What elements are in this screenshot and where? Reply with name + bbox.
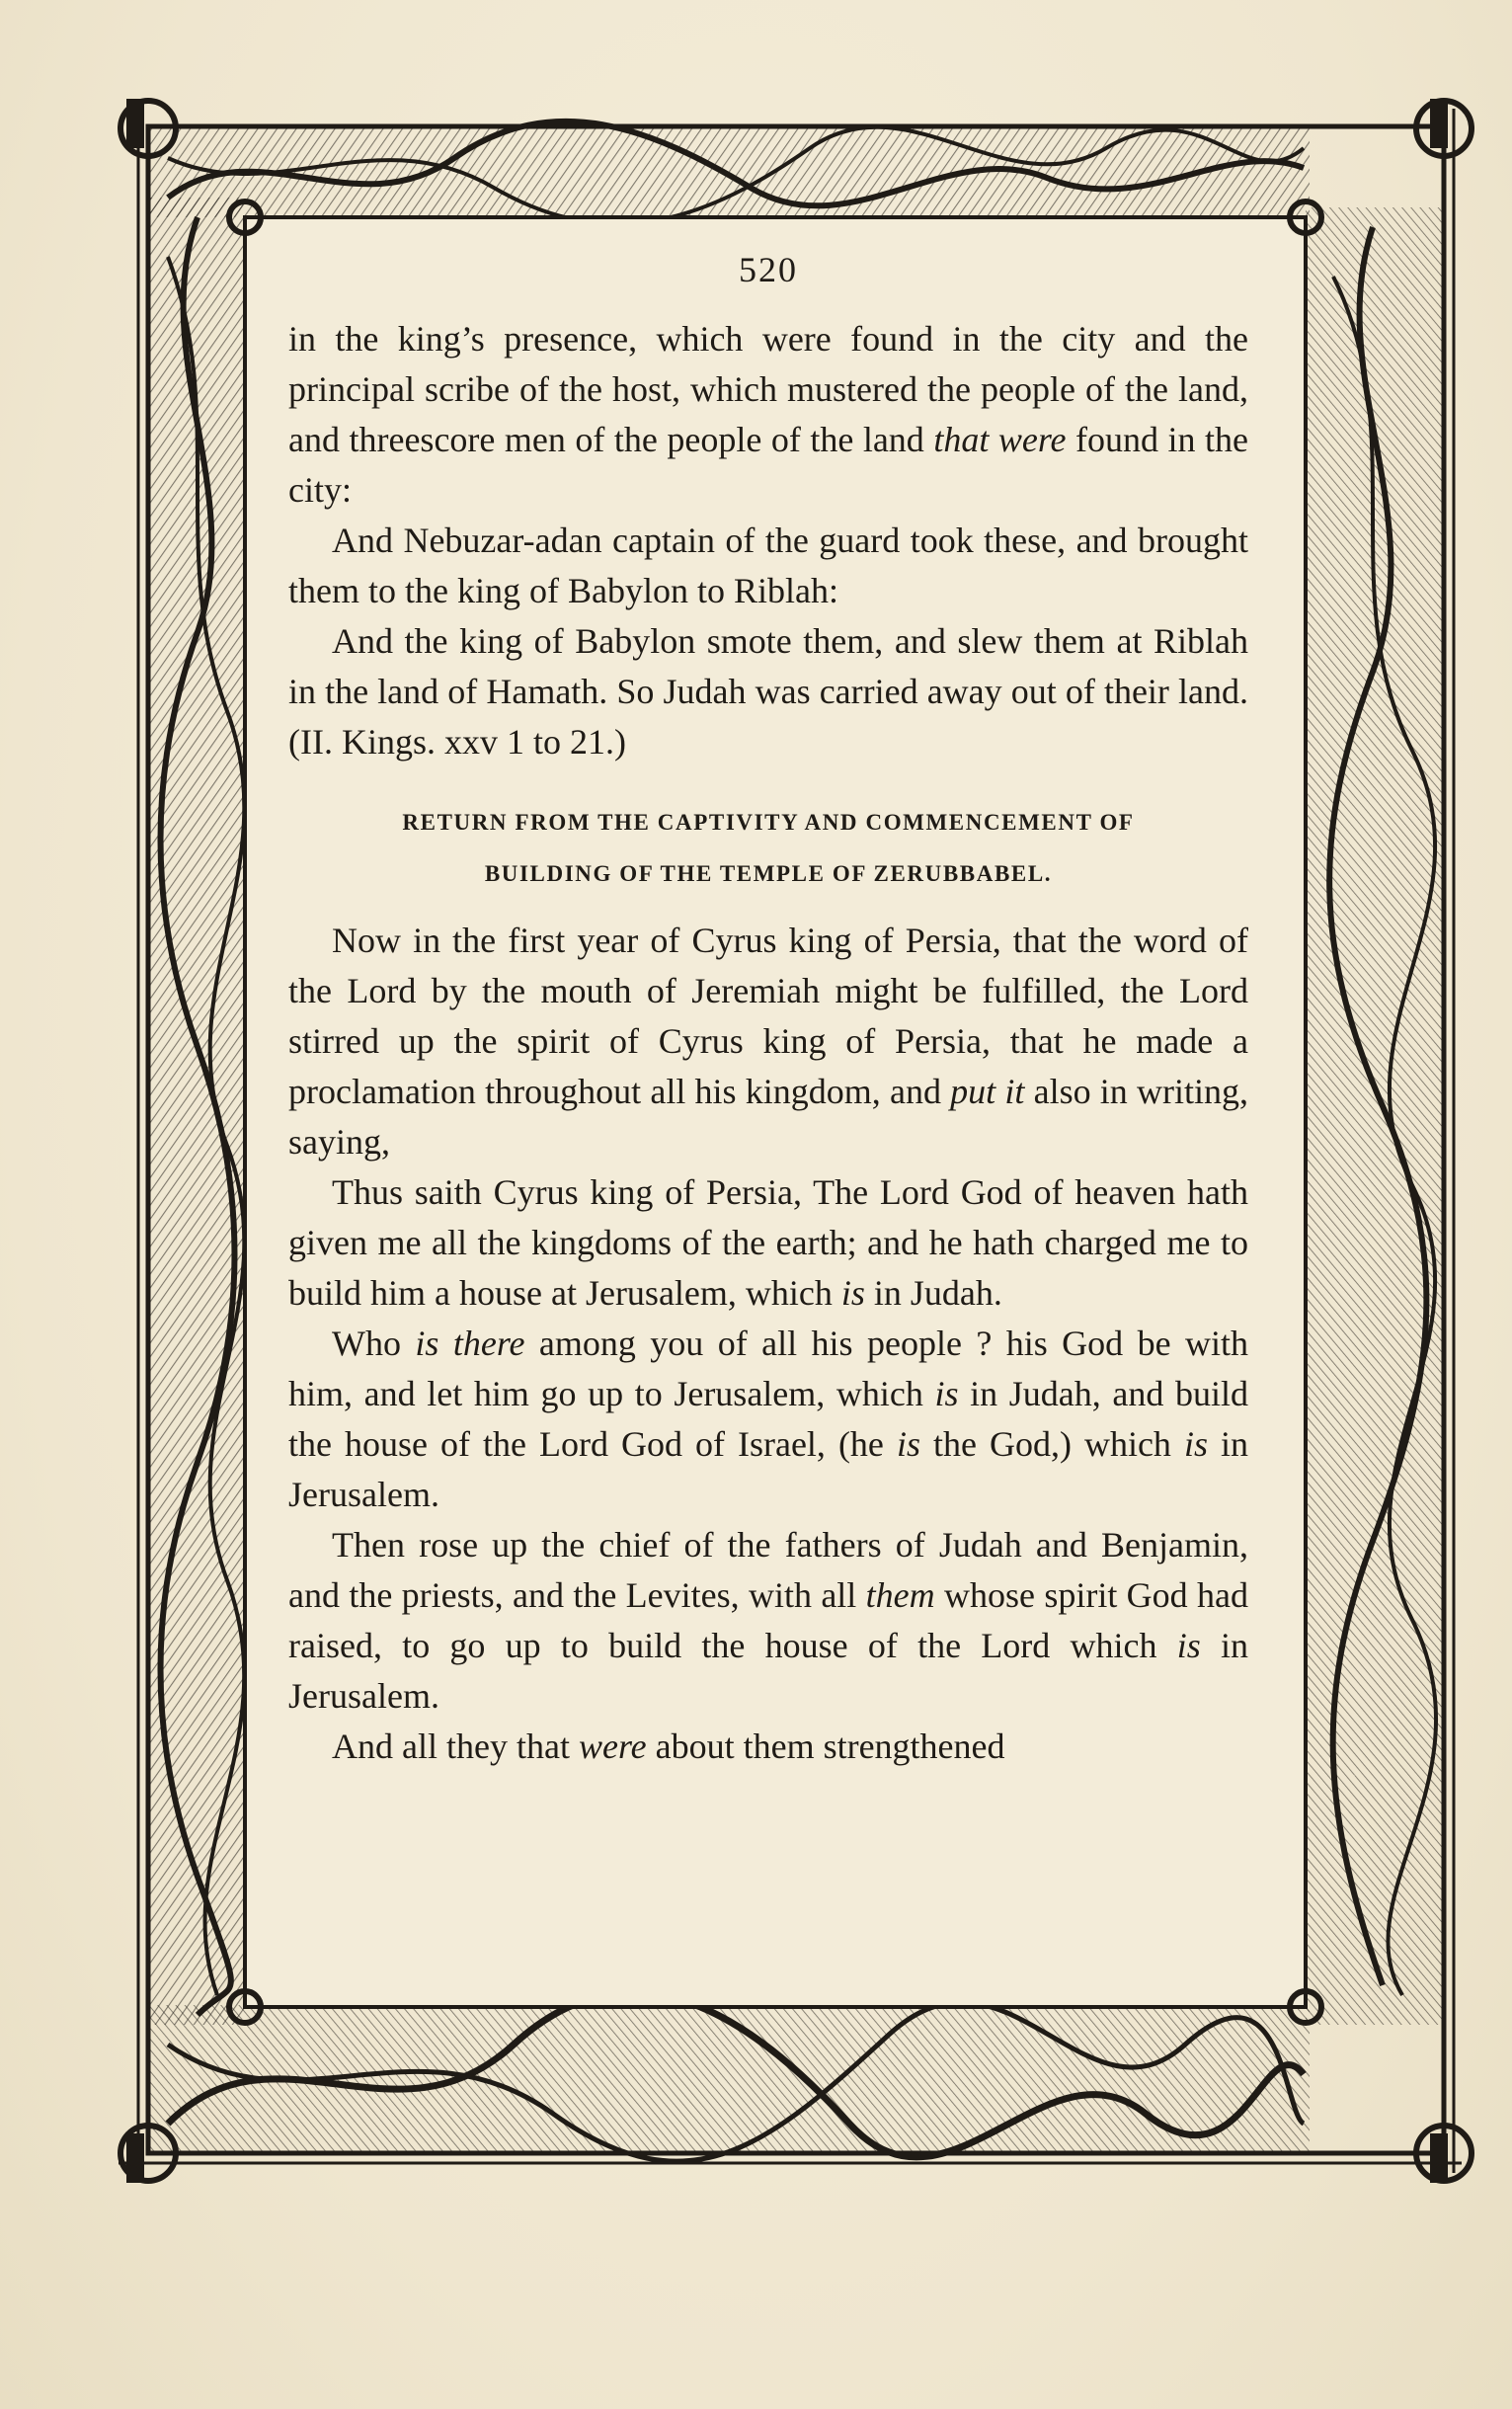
page-text-block (288, 229, 1248, 1967)
text-segment: Now in the first year of Cyrus king of Persia, that the word of the Lord by the mouth of Jeremiah might be fulfilled, the Lord stirred up the spirit of Cyrus king of Persia, that he made a proclamation throughout all his kingdom, and (288, 921, 1248, 1111)
paragraph-p3 (288, 616, 1248, 767)
italic-text: is (896, 1424, 920, 1464)
italic-text: that were (933, 420, 1067, 459)
text-segment: whose spirit God had raised, to go up to build the house of the Lord which (288, 1575, 1249, 1665)
italic-text: is (934, 1374, 959, 1413)
text-before-heading (288, 314, 1248, 767)
text-segment: the God,) which (919, 1424, 1184, 1464)
paragraph-p5 (288, 1167, 1248, 1319)
section-heading-line-1: RETURN FROM THE CAPTIVITY AND COMMENCEMENT OF (402, 810, 1135, 835)
text-after-heading (288, 916, 1248, 1772)
text-segment: in Judah. (864, 1273, 1002, 1313)
italic-text: is (840, 1273, 865, 1313)
text-segment: Who (332, 1324, 416, 1363)
italic-text: is (1183, 1424, 1208, 1464)
italic-text: put it (950, 1072, 1025, 1111)
text-segment: And all they that (332, 1726, 579, 1766)
text-segment: also in writing, saying, (288, 1072, 1249, 1162)
text-segment: in Jerusalem. (288, 1424, 1248, 1514)
text-segment: about them strengthened (646, 1726, 1005, 1766)
italic-text: is (1176, 1626, 1201, 1665)
paragraph-p4 (288, 916, 1248, 1167)
text-segment: among you of all his people ? his God be with him, and let him go up to Jerusalem, which (288, 1324, 1249, 1413)
italic-text: were (578, 1726, 647, 1766)
paragraph-p7 (288, 1520, 1248, 1722)
text-segment: Then rose up the chief of the fathers of Judah and Benjamin, and the priests, and the Levites, with all (288, 1525, 1248, 1615)
section-heading-line-2: BUILDING OF THE TEMPLE OF ZERUBBABEL. (484, 861, 1053, 886)
text-segment: in Jerusalem. (288, 1626, 1248, 1716)
text-segment: And Nebuzar-adan captain of the guard took these, and brought them to the king of Babylon to Riblah: (288, 521, 1248, 610)
paragraph-p1 (288, 314, 1248, 516)
section-heading (288, 797, 1248, 900)
italic-text: them (865, 1575, 935, 1615)
text-segment: in the king’s presence, which were found in the city and the principal scribe of the host, which mustered the people of the land, and threescore men of the people of the land (288, 319, 1248, 459)
paragraph-p6 (288, 1319, 1248, 1520)
text-segment: And the king of Babylon smote them, and slew them at Riblah in the land of Hamath. So Judah was carried away out of their land. (II. Kings. xxv 1 to 21.) (288, 621, 1248, 762)
paragraph-p2 (288, 516, 1248, 616)
italic-text: is there (415, 1324, 525, 1363)
page-number: 520 (739, 250, 798, 289)
paragraph-p8 (288, 1722, 1248, 1772)
text-segment: found in the city: (288, 420, 1248, 510)
text-segment: Thus saith Cyrus king of Persia, The Lord God of heaven hath given me all the kingdoms of the earth; and he hath charged me to build him a house at Jerusalem, which (288, 1172, 1248, 1313)
text-segment: in Judah, and build the house of the Lord God of Israel, (he (288, 1374, 1248, 1464)
